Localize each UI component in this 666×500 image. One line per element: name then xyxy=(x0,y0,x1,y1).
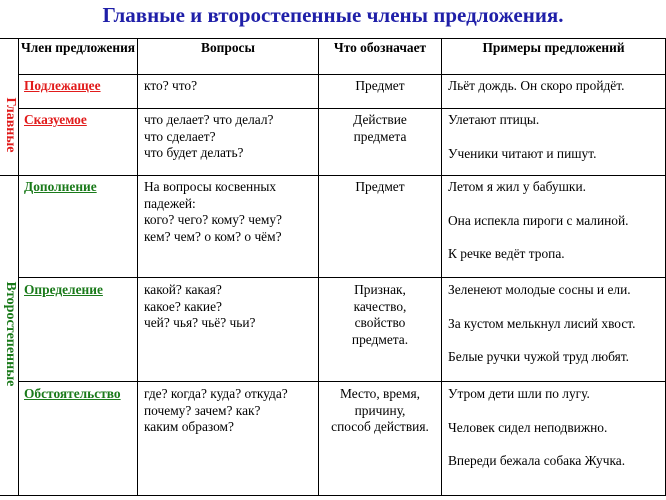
row-examples-subject: Льёт дождь. Он скоро пройдёт. xyxy=(448,78,625,93)
side-label-main: Главные xyxy=(3,97,18,153)
row-member-subject: Подлежащее xyxy=(24,78,101,93)
row-questions-subject: кто? что? xyxy=(144,78,198,93)
page-title: Главные и второстепенные члены предложения. xyxy=(102,3,564,27)
row-examples-object: Летом я жил у бабушки. Она испекла пироги с малиной. К речке ведёт тропа. xyxy=(448,179,629,261)
row-questions-object: На вопросы косвенных падежей: кого? чего? кому? чему? кем? чем? о ком? о чём? xyxy=(144,179,283,244)
header-meaning: Что обозначает xyxy=(333,40,427,55)
row-meaning-object: Предмет xyxy=(355,179,405,194)
row-meaning-adverbial: Место, время, причину, способ действия. xyxy=(331,386,429,434)
row-examples-attribute: Зеленеют молодые сосны и ели. За кустом мелькнул лисий хвост. Белые ручки чужой труд любят. xyxy=(448,282,636,364)
row-member-object: Дополнение xyxy=(24,179,97,194)
row-examples-adverbial: Утром дети шли по лугу. Человек сидел неподвижно. Впереди бежала собака Жучка. xyxy=(448,386,626,468)
header-questions: Вопросы xyxy=(201,40,255,55)
row-questions-adverbial: где? когда? куда? откуда? почему? зачем? как? каким образом? xyxy=(144,386,288,434)
row-member-predicate: Сказуемое xyxy=(24,112,87,127)
members-table xyxy=(0,38,666,496)
row-examples-predicate: Улетают птицы. Ученики читают и пишут. xyxy=(448,112,597,161)
row-member-attribute: Определение xyxy=(24,282,103,297)
row-member-adverbial: Обстоятельство xyxy=(24,386,121,401)
row-meaning-attribute: Признак, качество, свойство предмета. xyxy=(351,282,409,347)
row-questions-predicate: что делает? что делал? что сделает? что будет делать? xyxy=(144,112,274,160)
row-meaning-predicate: Действие предмета xyxy=(353,112,407,144)
row-meaning-subject: Предмет xyxy=(355,78,405,93)
side-label-secondary: Второстепенные xyxy=(3,281,18,387)
row-questions-attribute: какой? какая? какое? какие? чей? чья? чьё? чьи? xyxy=(144,282,256,330)
header-examples: Примеры предложений xyxy=(482,40,625,55)
header-member: Член предложения xyxy=(20,40,136,55)
